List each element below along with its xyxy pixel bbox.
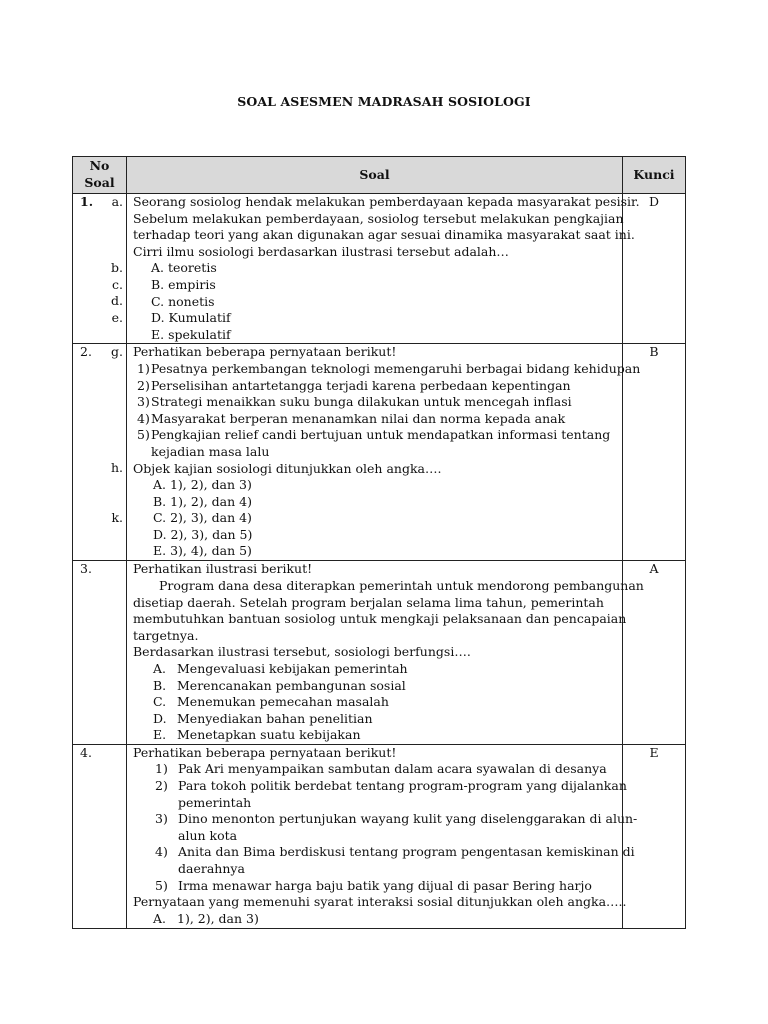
q3-question: Berdasarkan ilustrasi tersebut, sosiologi berfungsi….: [133, 644, 471, 660]
q4-statement-text: Para tokoh politik berdebat tentang program-program yang dijalankan: [178, 778, 627, 794]
header-no-soal: [73, 157, 127, 194]
q4-statement-text: Irma menawar harga baju batik yang dijual di pasar Bering harjo: [178, 877, 592, 893]
q2-soal-cell: [127, 344, 641, 561]
q1-letter-c: c.: [112, 277, 123, 292]
table-header-row: [73, 157, 686, 194]
q2-statement-text: Pesatnya perkembangan teknologi memengaruhi berbagai bidang kehidupan: [151, 360, 641, 376]
q3-option-text: Merencanakan pembangunan sosial: [177, 677, 406, 693]
q1-kunci: D: [623, 194, 686, 344]
q2-intro: Perhatikan beberapa pernyataan berikut!: [133, 344, 397, 360]
q4-statement-number: 2): [155, 778, 168, 794]
q2-letter-g: g.: [111, 344, 123, 360]
q3-option-letter: B.: [153, 677, 167, 693]
q3-option-d: [133, 711, 618, 728]
q4-number-cell: [73, 744, 127, 928]
q4-statement-1: [133, 761, 618, 778]
q4-soal-cell: [127, 744, 638, 928]
q1-option-d: D. Kumulatif: [151, 310, 231, 326]
q2-statement-number: 1): [137, 360, 150, 376]
q2-statement-text: Masyarakat berperan menanamkan nilai dan norma kepada anak: [151, 410, 566, 426]
q4-statement-3-cont: alun kota: [178, 827, 238, 843]
q3-option-text: Mengevaluasi kebijakan pemerintah: [177, 660, 408, 676]
q1-stem-line: Sebelum melakukan pemberdayaan, sosiolog tersebut melakukan pengkajian: [133, 210, 624, 226]
q4-statement-text: Pak Ari menyampaikan sambutan dalam acara syawalan di desanya: [178, 761, 607, 777]
q4-option-a: [133, 911, 618, 928]
q3-option-letter: E.: [153, 727, 167, 743]
header-no-label: No: [89, 158, 110, 174]
header-soal-sub-label: Soal: [84, 175, 115, 190]
q4-statement-4-cont: daerahnya: [178, 861, 245, 877]
q2-statement-3: [133, 394, 618, 411]
header-soal: Soal: [127, 157, 623, 194]
q4-statement-number: 5): [155, 877, 168, 893]
q4-number: 4.: [80, 744, 92, 760]
q1-letter-e: e.: [111, 310, 123, 325]
q1-letter-d: d.: [111, 293, 123, 308]
q3-para-line: disetiap daerah. Setelah program berjalan selama lima tahun, pemerintah: [133, 594, 604, 610]
q4-statement-3: [133, 811, 638, 828]
document-title: SOAL ASESMEN MADRASAH SOSIOLOGI: [237, 94, 531, 109]
q2-option-e: E. 3), 4), dan 5): [153, 543, 252, 559]
q3-option-letter: D.: [153, 710, 167, 726]
q3-number-cell: [73, 561, 127, 745]
q2-option-a: A. 1), 2), dan 3): [153, 477, 252, 493]
q4-option-text: 1), 2), dan 3): [177, 910, 259, 926]
q2-statement-number: 5): [137, 427, 150, 443]
q1-number-cell: [73, 194, 127, 344]
q3-number: 3.: [80, 561, 92, 577]
q1-stem-line: Seorang sosiolog hendak melakukan pemberdayaan kepada masyarakat pesisir.: [133, 194, 640, 209]
q3-option-a: [133, 661, 618, 678]
q4-statement-4: [133, 844, 635, 861]
q4-statement-text: Dino menonton pertunjukan wayang kulit yang diselenggarakan di alun-: [178, 811, 638, 827]
q3-option-b: [133, 678, 618, 695]
q3-option-e: [133, 727, 618, 744]
q4-intro: Perhatikan beberapa pernyataan berikut!: [133, 744, 397, 760]
q1-stem-line: Cirri ilmu sosiologi berdasarkan ilustrasi tersebut adalah…: [133, 243, 509, 259]
q3-para-line: membutuhkan bantuan sosiolog untuk mengkaji pelaksanaan dan pencapaian: [133, 611, 627, 627]
q1-soal-cell: [127, 194, 640, 344]
q3-intro: Perhatikan ilustrasi berikut!: [133, 561, 313, 577]
q1-letter-a: a.: [111, 194, 123, 209]
q2-question: Objek kajian sosiologi ditunjukkan oleh angka….: [133, 460, 442, 476]
q2-statement-5-cont: kejadian masa lalu: [151, 443, 270, 459]
q2-kunci: B: [623, 344, 686, 561]
q4-statement-number: 3): [155, 811, 168, 827]
q3-option-c: [133, 694, 618, 711]
q2-statement-2: [133, 378, 618, 395]
question-table: [72, 156, 686, 929]
q1-option-b: B. empiris: [151, 276, 216, 292]
q1-letter-b: b.: [111, 260, 123, 275]
q2-statement-number: 3): [137, 394, 150, 410]
table-row-q1: [73, 194, 686, 344]
q2-statement-1: [133, 360, 641, 378]
header-kunci: Kunci: [623, 157, 686, 194]
q1-stem-line: terhadap teori yang akan digunakan agar sesuai dinamika masyarakat saat ini.: [133, 227, 635, 243]
q3-option-text: Menemukan pemecahan masalah: [177, 694, 389, 710]
q3-soal-cell: [127, 561, 644, 745]
q4-statement-number: 4): [155, 844, 168, 860]
q2-number: 2.: [80, 344, 92, 360]
q4-statement-2: [133, 778, 627, 795]
q3-option-text: Menetapkan suatu kebijakan: [177, 727, 361, 743]
table-row-q4: [73, 744, 686, 928]
q2-statement-text: Perselisihan antartetangga terjadi karena perbedaan kepentingan: [151, 377, 571, 393]
q1-option-a: A. teoretis: [151, 260, 217, 276]
q4-question: Pernyataan yang memenuhi syarat interaksi sosial ditunjukkan oleh angka…..: [133, 894, 627, 910]
q1-option-c: C. nonetis: [151, 293, 215, 309]
q2-number-cell: [73, 344, 127, 561]
q3-option-text: Menyediakan bahan penelitian: [177, 710, 373, 726]
q2-statement-text: Strategi menaikkan suku bunga dilakukan untuk mencegah inflasi: [151, 394, 572, 410]
q2-option-b: B. 1), 2), dan 4): [153, 493, 252, 509]
q3-kunci: A: [623, 561, 686, 745]
q3-option-letter: A.: [153, 660, 167, 676]
q4-statement-number: 1): [155, 761, 168, 777]
q2-option-c: C. 2), 3), dan 4): [153, 510, 252, 526]
q2-letter-k: k.: [111, 510, 123, 526]
q2-statement-number: 4): [137, 410, 150, 426]
q3-para-line: targetnya.: [133, 627, 199, 643]
q4-statement-2-cont: pemerintah: [178, 794, 252, 810]
q2-statement-number: 2): [137, 377, 150, 393]
q2-statement-5: [133, 427, 618, 444]
q4-statement-text: Anita dan Bima berdiskusi tentang program pengentasan kemiskinan di: [178, 844, 635, 860]
q4-statement-5: [133, 878, 618, 895]
q3-para-line: Program dana desa diterapkan pemerintah untuk mendorong pembangunan: [159, 577, 644, 593]
q2-letter-h: h.: [110, 460, 123, 476]
q1-number: 1.: [80, 194, 94, 209]
q1-option-e: E. spekulatif: [151, 326, 231, 342]
q4-option-letter: A.: [153, 910, 167, 926]
q2-statement-4: [133, 411, 618, 428]
q2-statement-text: Pengkajian relief candi bertujuan untuk mendapatkan informasi tentang: [151, 427, 611, 443]
q3-option-letter: C.: [153, 694, 167, 710]
table-row-q2: [73, 344, 686, 561]
q4-kunci: E: [623, 744, 686, 928]
q2-option-d: D. 2), 3), dan 5): [153, 526, 253, 542]
table-row-q3: [73, 561, 686, 745]
